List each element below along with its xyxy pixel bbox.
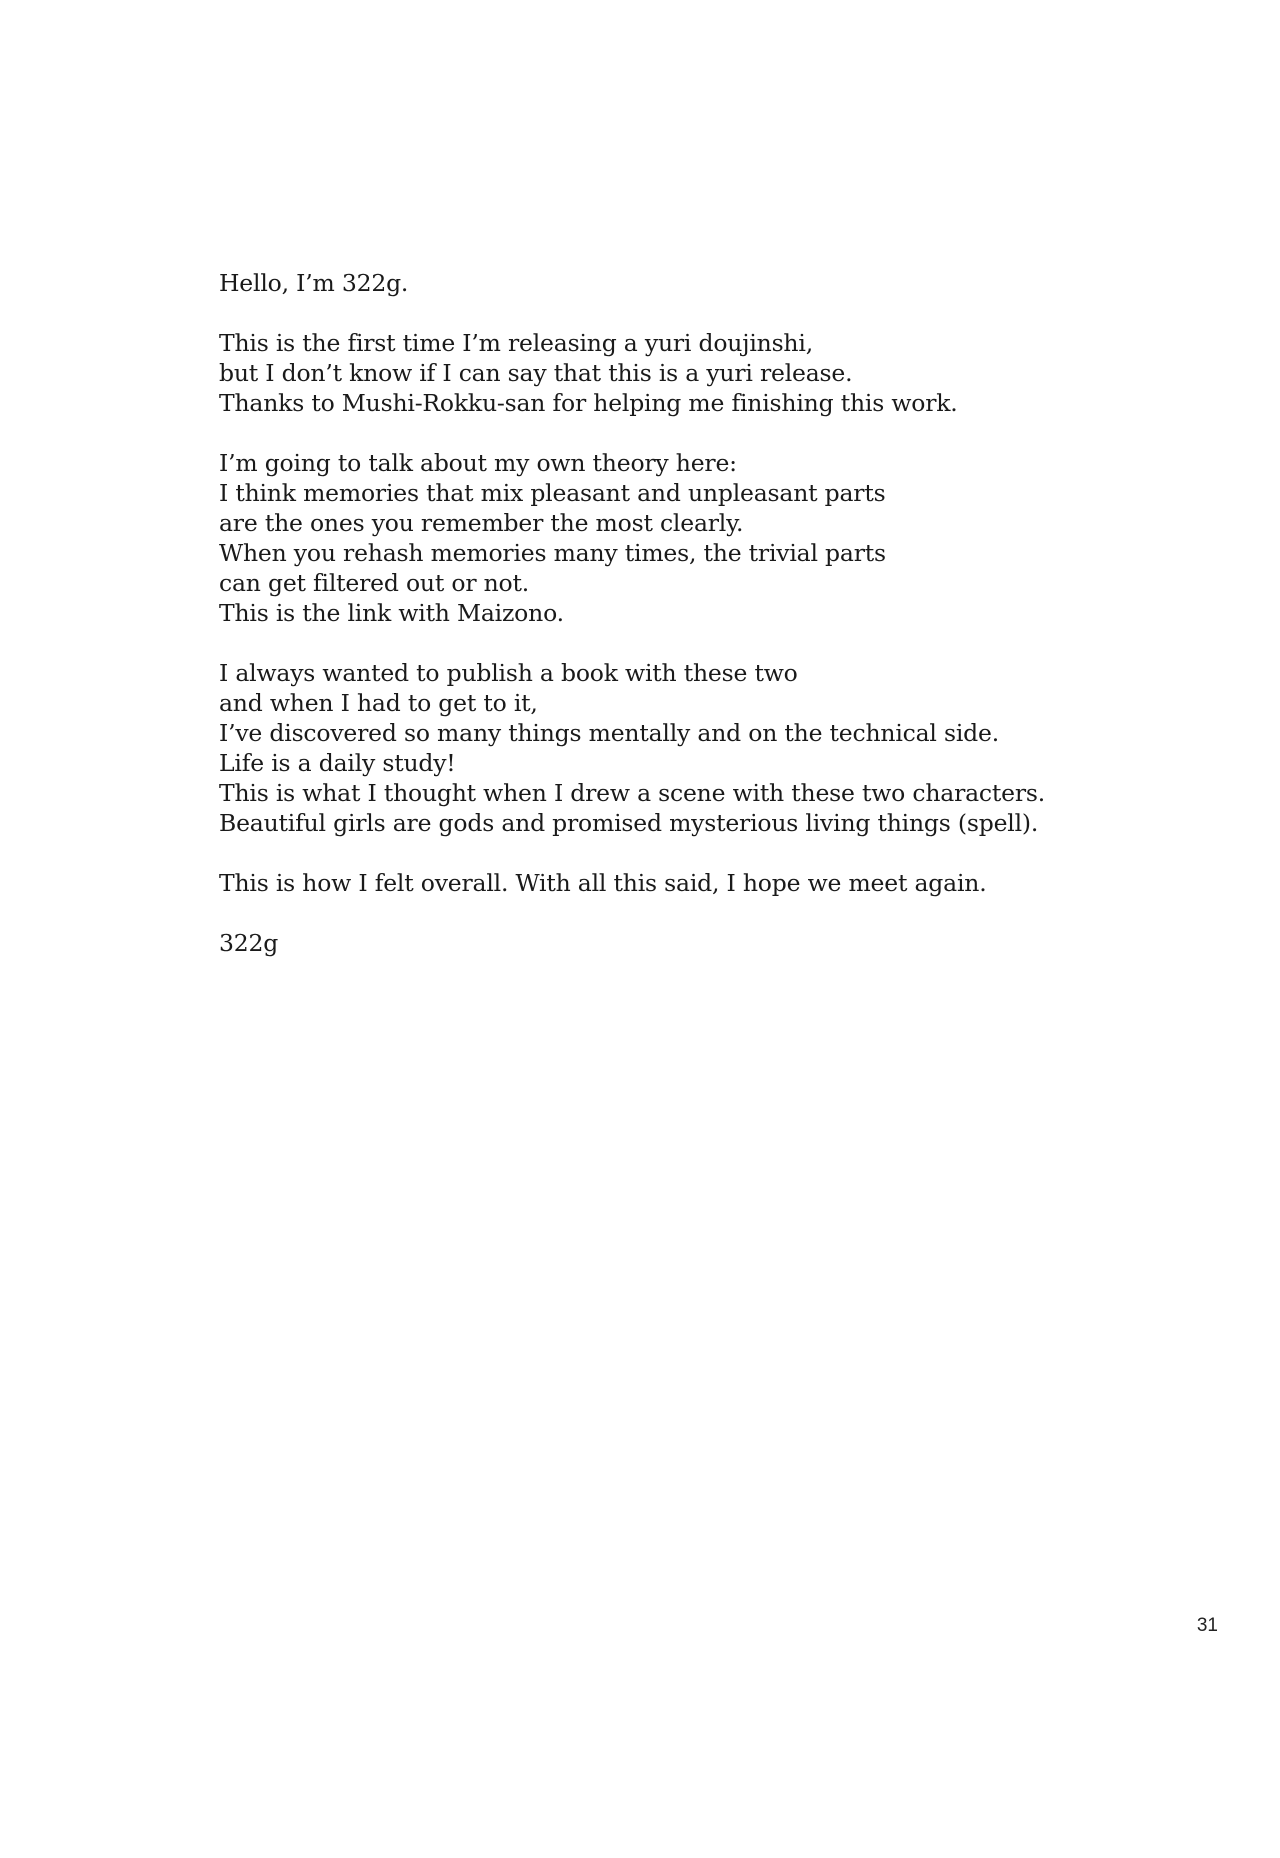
release-paragraph — [219, 328, 1099, 418]
greeting-line: Hello, I’m 322g. — [219, 269, 409, 297]
text-line: I always wanted to publish a book with these two — [219, 659, 798, 687]
text-line: This is the link with Maizono. — [219, 599, 564, 627]
text-line: This is what I thought when I drew a scene with these two characters. — [219, 779, 1045, 807]
text-line: I think memories that mix pleasant and unpleasant parts — [219, 479, 886, 507]
closing-line: This is how I felt overall. With all this said, I hope we meet again. — [219, 869, 987, 897]
author-signature: 322g — [219, 929, 279, 957]
text-line: are the ones you remember the most clearly. — [219, 509, 744, 537]
closing-paragraph — [219, 868, 1099, 898]
text-line: This is the first time I’m releasing a yuri doujinshi, — [219, 329, 813, 357]
text-line: Beautiful girls are gods and promised mysterious living things (spell). — [219, 809, 1039, 837]
text-line: I’m going to talk about my own theory here: — [219, 449, 737, 477]
theory-paragraph — [219, 448, 1099, 628]
greeting-paragraph — [219, 268, 1099, 298]
text-line: Thanks to Mushi-Rokku-san for helping me finishing this work. — [219, 389, 958, 417]
text-line: I’ve discovered so many things mentally and on the technical side. — [219, 719, 1000, 747]
text-line: Life is a daily study! — [219, 749, 456, 777]
book-paragraph — [219, 658, 1099, 838]
text-line: and when I had to get to it, — [219, 689, 538, 717]
afterword-text — [219, 268, 1099, 958]
text-line: can get filtered out or not. — [219, 569, 530, 597]
text-line: but I don’t know if I can say that this is a yuri release. — [219, 359, 853, 387]
page-number: 31 — [1196, 1615, 1218, 1636]
text-line: When you rehash memories many times, the trivial parts — [219, 539, 886, 567]
